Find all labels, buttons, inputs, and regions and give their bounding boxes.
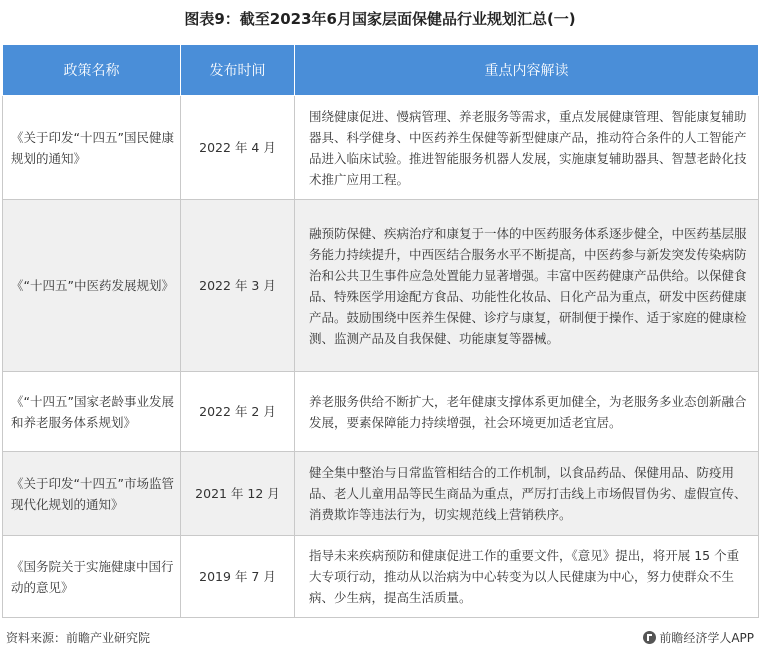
policy-name-cell: 《关于印发“十四五”国民健康规划的通知》	[3, 96, 181, 200]
key-content-cell: 养老服务供给不断扩大，老年健康支撑体系更加健全，为老服务多业态创新融合发展，要素保障能力持续增强，社会环境更加适老宜居。	[295, 372, 759, 452]
key-content-cell: 指导未来疾病预防和健康促进工作的重要文件，《意见》提出，将开展 15 个重大专项行动，推动从以治病为中心转变为以人民健康为中心，努力使群众不生病、少生病，提高生活质量。	[295, 536, 759, 618]
policy-name-cell: 《“十四五”国家老龄事业发展和养老服务体系规划》	[3, 372, 181, 452]
table-row	[3, 452, 759, 536]
table-row	[3, 96, 759, 200]
footer	[6, 628, 754, 648]
release-date-cell: 2021 年 12 月	[181, 452, 295, 536]
header-release-date: 发布时间	[181, 45, 295, 96]
key-content-cell: 围绕健康促进、慢病管理、养老服务等需求，重点发展健康管理、智能康复辅助器具、科学健身、中医药养生保健等新型健康产品，推动符合条件的人工智能产品进入临床试验。推进智能服务机器人发展，实施康复辅助器具、智慧老龄化技术推广应用工程。	[295, 96, 759, 200]
header-policy-name: 政策名称	[3, 45, 181, 96]
header-key-content: 重点内容解读	[295, 45, 759, 96]
table-row	[3, 536, 759, 618]
policy-table	[2, 44, 759, 618]
chart-title: 图表9：截至2023年6月国家层面保健品行业规划汇总(一)	[184, 10, 576, 28]
source-note: 资料来源：前瞻产业研究院	[6, 631, 151, 645]
qianzhan-logo-icon	[643, 631, 656, 644]
policy-name-cell: 《国务院关于实施健康中国行动的意见》	[3, 536, 181, 618]
brand-credit	[643, 628, 754, 648]
key-content-cell: 健全集中整治与日常监管相结合的工作机制，以食品药品、保健用品、防疫用品、老人儿童用品等民生商品为重点，严厉打击线上市场假冒伪劣、虚假宣传、消费欺诈等违法行为，切实规范线上营销秩序。	[295, 452, 759, 536]
table-row	[3, 372, 759, 452]
release-date-cell: 2022 年 4 月	[181, 96, 295, 200]
brand-name: 前瞻经济学人APP	[659, 631, 754, 645]
release-date-cell: 2022 年 3 月	[181, 200, 295, 372]
key-content-cell: 融预防保健、疾病治疗和康复于一体的中医药服务体系逐步健全，中医药基层服务能力持续提升，中西医结合服务水平不断提高，中医药参与新发突发传染病防治和公共卫生事件应急处置能力显著增强。丰富中医药健康产品供给。以保健食品、特殊医学用途配方食品、功能性化妆品、日化产品为重点，研发中医药健康产品。鼓励围绕中医养生保健、诊疗与康复，研制便于操作、适于家庭的健康检测、监测产品及自我保健、功能康复等器械。	[295, 200, 759, 372]
policy-name-cell: 《“十四五”中医药发展规划》	[3, 200, 181, 372]
table-row	[3, 200, 759, 372]
table-header-row	[3, 45, 759, 96]
release-date-cell: 2022 年 2 月	[181, 372, 295, 452]
release-date-cell: 2019 年 7 月	[181, 536, 295, 618]
policy-name-cell: 《关于印发“十四五”市场监管现代化规划的通知》	[3, 452, 181, 536]
